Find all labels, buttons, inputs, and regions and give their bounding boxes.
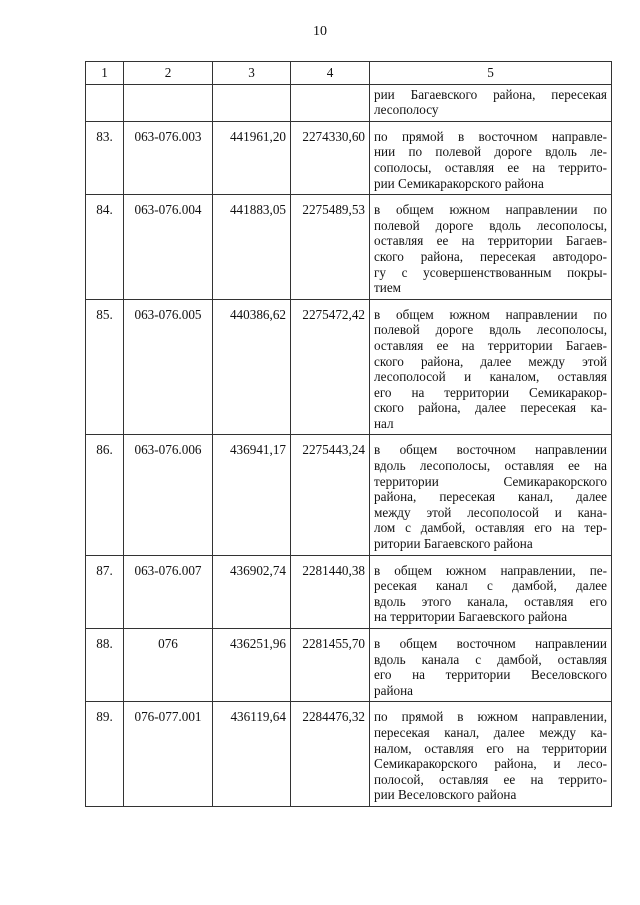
description-line: лесополосой и каналом, оставляя xyxy=(374,369,607,385)
table-row xyxy=(86,702,612,807)
description-line: ресекая канал с дамбой, далее xyxy=(374,578,607,594)
description-line: нал xyxy=(374,415,394,431)
description-line: района xyxy=(374,682,414,698)
cell-x: 436251,96 xyxy=(213,629,291,702)
description-line: в общем восточном направлении xyxy=(374,442,607,458)
description-line: лом с дамбой, оставляя его на тер- xyxy=(374,520,607,536)
description-line: между этой лесополосой и кана- xyxy=(374,504,607,520)
table-row xyxy=(86,195,612,300)
description-line: по прямой в южном направлении, xyxy=(374,709,607,725)
cell-x: 436941,17 xyxy=(213,435,291,555)
table-row xyxy=(86,629,612,702)
description-line: налом, оставляя его на территории xyxy=(374,740,607,756)
cell-num: 89. xyxy=(86,702,124,807)
cell-code: 063-076.003 xyxy=(124,121,213,194)
cell-description xyxy=(370,435,612,555)
cell-num xyxy=(86,84,124,121)
cell-y: 2281455,70 xyxy=(291,629,370,702)
cell-num: 85. xyxy=(86,299,124,435)
table-row xyxy=(86,435,612,555)
continuation-row xyxy=(86,84,612,121)
page-number: 10 xyxy=(313,24,327,39)
cell-description xyxy=(370,702,612,807)
description-line: лесополосу xyxy=(374,102,439,118)
description-line: по прямой в восточном направле- xyxy=(374,128,607,144)
cell-x: 436902,74 xyxy=(213,555,291,628)
description-line: тием xyxy=(374,280,402,296)
description-line: ритории Багаевского района xyxy=(374,536,533,552)
description-line: гу с усовершенствованным покры- xyxy=(374,264,607,280)
cell-code xyxy=(124,84,213,121)
column-header: 2 xyxy=(124,62,213,85)
table-row xyxy=(86,299,612,435)
description-line: полевой дороге вдоль лесополосы, xyxy=(374,322,607,338)
description-line: вдоль этого канала, оставляя его xyxy=(374,593,607,609)
table-row xyxy=(86,555,612,628)
cell-y: 2281440,38 xyxy=(291,555,370,628)
cell-code: 076-077.001 xyxy=(124,702,213,807)
description-line: его на территории Семикаракор- xyxy=(374,384,607,400)
description-line: его на территории Веселовского xyxy=(374,667,607,683)
cell-y: 2275472,42 xyxy=(291,299,370,435)
cell-num: 83. xyxy=(86,121,124,194)
description-line: ского района, далее между этой xyxy=(374,353,607,369)
cell-description xyxy=(370,299,612,435)
cell-description xyxy=(370,84,612,121)
cell-num: 88. xyxy=(86,629,124,702)
cell-description xyxy=(370,195,612,300)
cell-x: 440386,62 xyxy=(213,299,291,435)
description-line: в общем восточном направлении xyxy=(374,636,607,651)
cell-description xyxy=(370,121,612,194)
cell-x: 441961,20 xyxy=(213,121,291,194)
cell-y xyxy=(291,84,370,121)
cell-y: 2275443,24 xyxy=(291,435,370,555)
cell-x: 441883,05 xyxy=(213,195,291,300)
cell-code: 063-076.005 xyxy=(124,299,213,435)
description-line: на территории Багаевского района xyxy=(374,609,568,625)
description-line: оставляя ее на территории Багаев- xyxy=(374,233,607,249)
description-line: полосой, оставляя ее на террито- xyxy=(374,771,607,787)
boundary-table xyxy=(85,61,612,807)
cell-y: 2275489,53 xyxy=(291,195,370,300)
description-line: территории Семикаракорского xyxy=(374,473,607,489)
description-line: нии по полевой дороге вдоль ле- xyxy=(374,144,607,160)
description-line: в общем южном направлении по xyxy=(374,202,607,218)
cell-code: 063-076.007 xyxy=(124,555,213,628)
cell-num: 87. xyxy=(86,555,124,628)
description-line: Семикаракорского района, и лесо- xyxy=(374,756,607,772)
cell-x: 436119,64 xyxy=(213,702,291,807)
cell-y: 2284476,32 xyxy=(291,702,370,807)
cell-num: 84. xyxy=(86,195,124,300)
column-header: 4 xyxy=(291,62,370,85)
cell-code: 063-076.004 xyxy=(124,195,213,300)
cell-description xyxy=(370,555,612,628)
column-header: 5 xyxy=(370,62,612,85)
description-line: ского района, пересекая автодоро- xyxy=(374,248,607,264)
description-line: пересекая канал, далее между ка- xyxy=(374,724,607,740)
description-line: сополосы, оставляя ее на террито- xyxy=(374,159,607,175)
description-line: оставляя ее на территории Багаев- xyxy=(374,337,607,353)
description-line: полевой дороге вдоль лесополосы, xyxy=(374,217,607,233)
cell-description xyxy=(370,629,612,702)
table-row xyxy=(86,121,612,194)
cell-y: 2274330,60 xyxy=(291,121,370,194)
description-line: рии Веселовского района xyxy=(374,787,517,803)
cell-code: 063-076.006 xyxy=(124,435,213,555)
column-header: 1 xyxy=(86,62,124,85)
cell-num: 86. xyxy=(86,435,124,555)
description-line: в общем южном направлении, пе- xyxy=(374,562,607,578)
description-line: рии Багаевского района, пересекая xyxy=(374,86,607,102)
description-line: рии Семикаракорского района xyxy=(374,175,544,191)
table-header-row xyxy=(86,62,612,85)
description-line: вдоль канала с дамбой, оставляя xyxy=(374,651,607,667)
description-line: района, пересекая канал, далее xyxy=(374,489,607,505)
column-header: 3 xyxy=(213,62,291,85)
description-line: ского района, далее пересекая ка- xyxy=(374,400,607,416)
cell-code: 076 xyxy=(124,629,213,702)
description-line: вдоль лесополосы, оставляя ее на xyxy=(374,458,607,474)
description-line: в общем южном направлении по xyxy=(374,306,607,322)
cell-x xyxy=(213,84,291,121)
